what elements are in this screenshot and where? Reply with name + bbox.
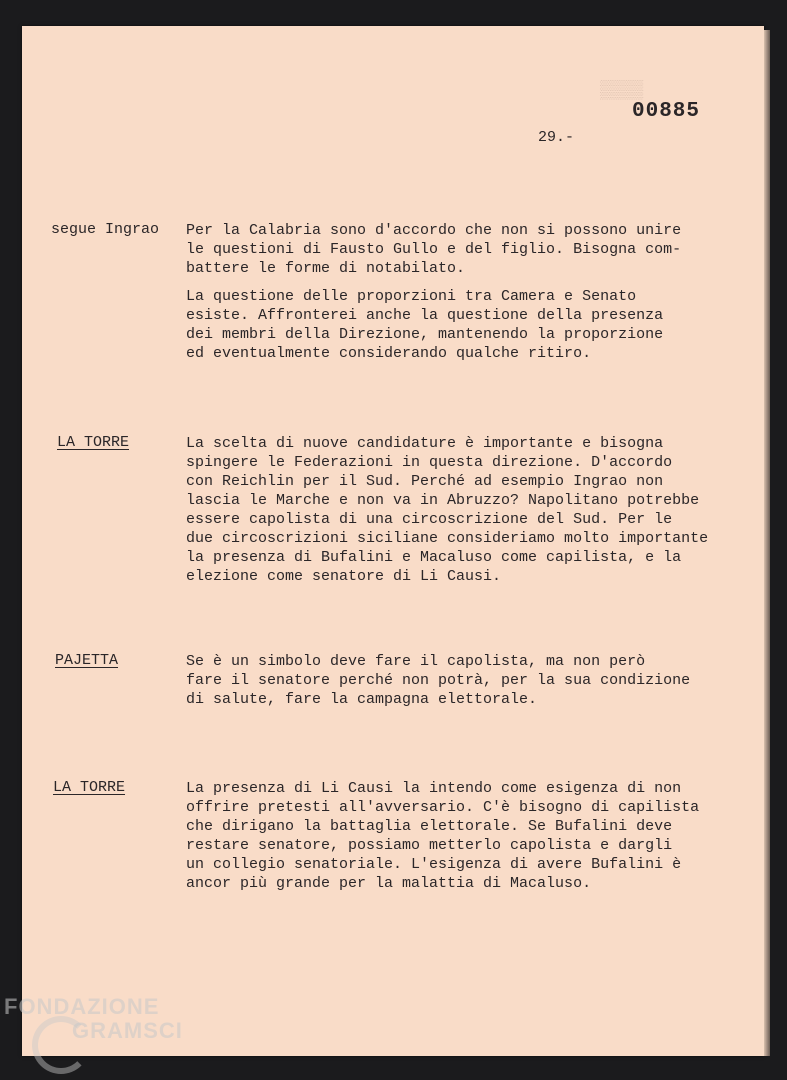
paragraph: La scelta di nuove candidature è importante e bisogna spingere le Federazioni in questa direzione. D'accordo con Reichlin per il Sud. Perché ad esempio Ingrao non lascia le Marche e non va in Abruzzo? Napolitano potrebbe essere capolista di una circoscrizione del Sud. Per le due circoscrizioni siciliane consideriamo molto importante la presenza di Bufalini e Macaluso come capilista, e la elezione come senatore di Li Causi. xyxy=(186,435,709,585)
speaker-label: PAJETTA xyxy=(55,652,119,669)
watermark: FONDAZIONE GRAMSCI xyxy=(4,994,183,1043)
paragraph: La questione delle proporzioni tra Camera e Senato esiste. Affronterei anche la questione della presenza dei membri della Direzione, mantenendo la proporzione ed eventualmente considerando qualche ritiro. xyxy=(186,288,664,362)
speaker-label: segue Ingrao xyxy=(51,221,160,238)
page-number: 29.- xyxy=(538,129,575,146)
paragraph: La presenza di Li Causi la intendo come esigenza di non offrire pretesti all'avversario. C'è bisogno di capilista che dirigano la battaglia elettorale. Se Bufalini deve restare senatore, possiamo metterlo capolista e dargli un collegio senatoriale. L'esigenza di avere Bufalini è ancor più grande per la malattia di Macaluso. xyxy=(186,780,700,892)
paragraph: Se è un simbolo deve fare il capolista, ma non però fare il senatore perché non potrà, per la sua condizione di salute, fare la campagna elettorale. xyxy=(186,653,691,708)
page-edge xyxy=(764,30,770,1056)
bleed-through-texture: ▒▒▒▒ xyxy=(600,81,644,101)
paragraph: Per la Calabria sono d'accordo che non si possono unire le questioni di Fausto Gullo e del figlio. Bisogna com- battere le forme di notabilato. xyxy=(186,222,682,277)
speaker-label: LA TORRE xyxy=(53,779,126,796)
speaker-label: LA TORRE xyxy=(57,434,130,451)
archive-number: 00885 xyxy=(632,100,701,123)
